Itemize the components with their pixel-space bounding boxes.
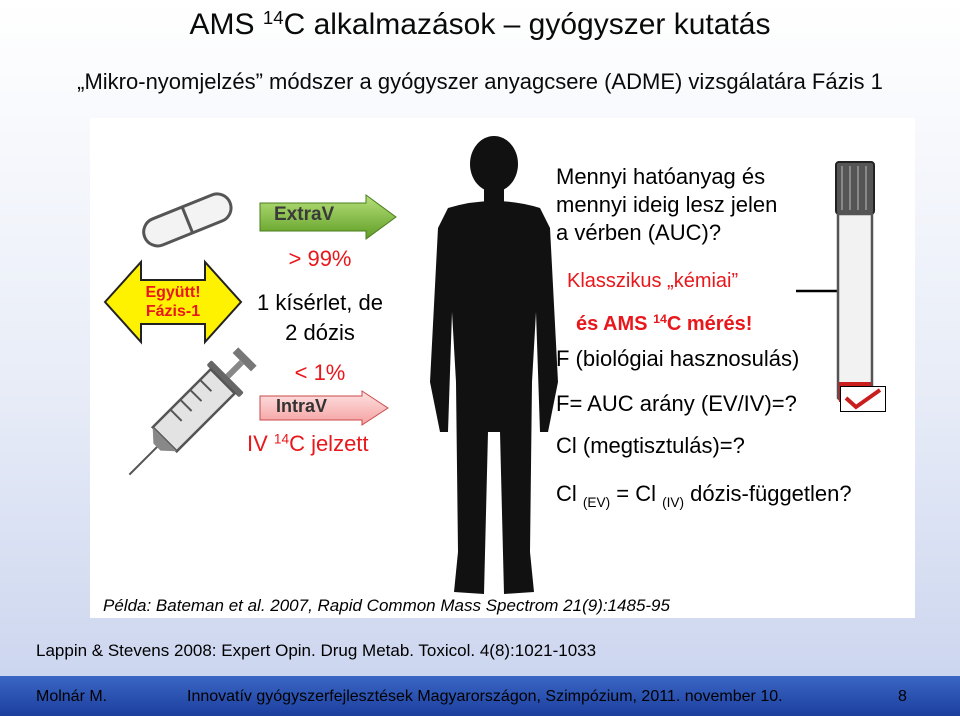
classic-method: Klasszikus „kémiai” xyxy=(567,270,739,292)
pct-low: < 1% xyxy=(294,360,346,385)
badge-line-1: Együtt! xyxy=(145,284,201,301)
footer-page-number: 8 xyxy=(898,688,907,705)
clearance-line: Cl (megtisztulás)=? xyxy=(556,433,745,458)
badge-label xyxy=(138,283,208,321)
iv-labelled: IV $^{14}$C jelzett xyxy=(247,431,369,456)
footer-event: Innovatív gyógyszerfejlesztések Magyarországon, Szimpózium, 2011. november 10. xyxy=(187,688,783,705)
f-equation: F= AUC arány (EV/IV)=? xyxy=(556,391,797,416)
question-line-3: a vérben (AUC)? xyxy=(556,220,722,245)
reference-example: Példa: Bateman et al. 2007, Rapid Common Mass Spectrom 21(9):1485-95 xyxy=(103,596,670,615)
ams-measurement: és AMS $^{14}$C mérés! xyxy=(576,312,753,335)
check-mark-icon xyxy=(840,386,886,412)
intrav-label: IntraV xyxy=(276,396,328,416)
badge-line-2: Fázis-1 xyxy=(145,303,201,320)
experiment-line-1: 1 kísérlet, de xyxy=(257,290,383,315)
syringe-icon xyxy=(118,336,268,486)
slide-subtitle: „Mikro-nyomjelzés” módszer a gyógyszer anyagcsere (ADME) vizsgálatára Fázis 1 xyxy=(77,69,883,94)
question-auc xyxy=(556,163,777,247)
slide-title: AMS $^{14}$C alkalmazások – gyógyszer kutatás xyxy=(189,6,771,41)
extrav-label: ExtraV xyxy=(274,204,335,225)
clearance-dose-line: Cl $_{(EV)}$ = Cl $_{(IV)}$ dózis-független? xyxy=(556,481,852,511)
reference-lappin: Lappin & Stevens 2008: Expert Opin. Drug Metab. Toxicol. 4(8):1021-1033 xyxy=(36,641,597,660)
human-silhouette xyxy=(418,132,568,602)
footer-author: Molnár M. xyxy=(36,688,108,705)
capsule-icon xyxy=(135,188,239,250)
experiment-line-2: 2 dózis xyxy=(285,320,355,345)
sample-vial-icon xyxy=(824,160,894,420)
pct-high: > 99% xyxy=(288,246,352,271)
question-line-2: mennyi ideig lesz jelen xyxy=(556,192,778,217)
bioavailability-line: F (biológiai hasznosulás) xyxy=(556,346,800,371)
question-line-1: Mennyi hatóanyag és xyxy=(556,164,766,189)
